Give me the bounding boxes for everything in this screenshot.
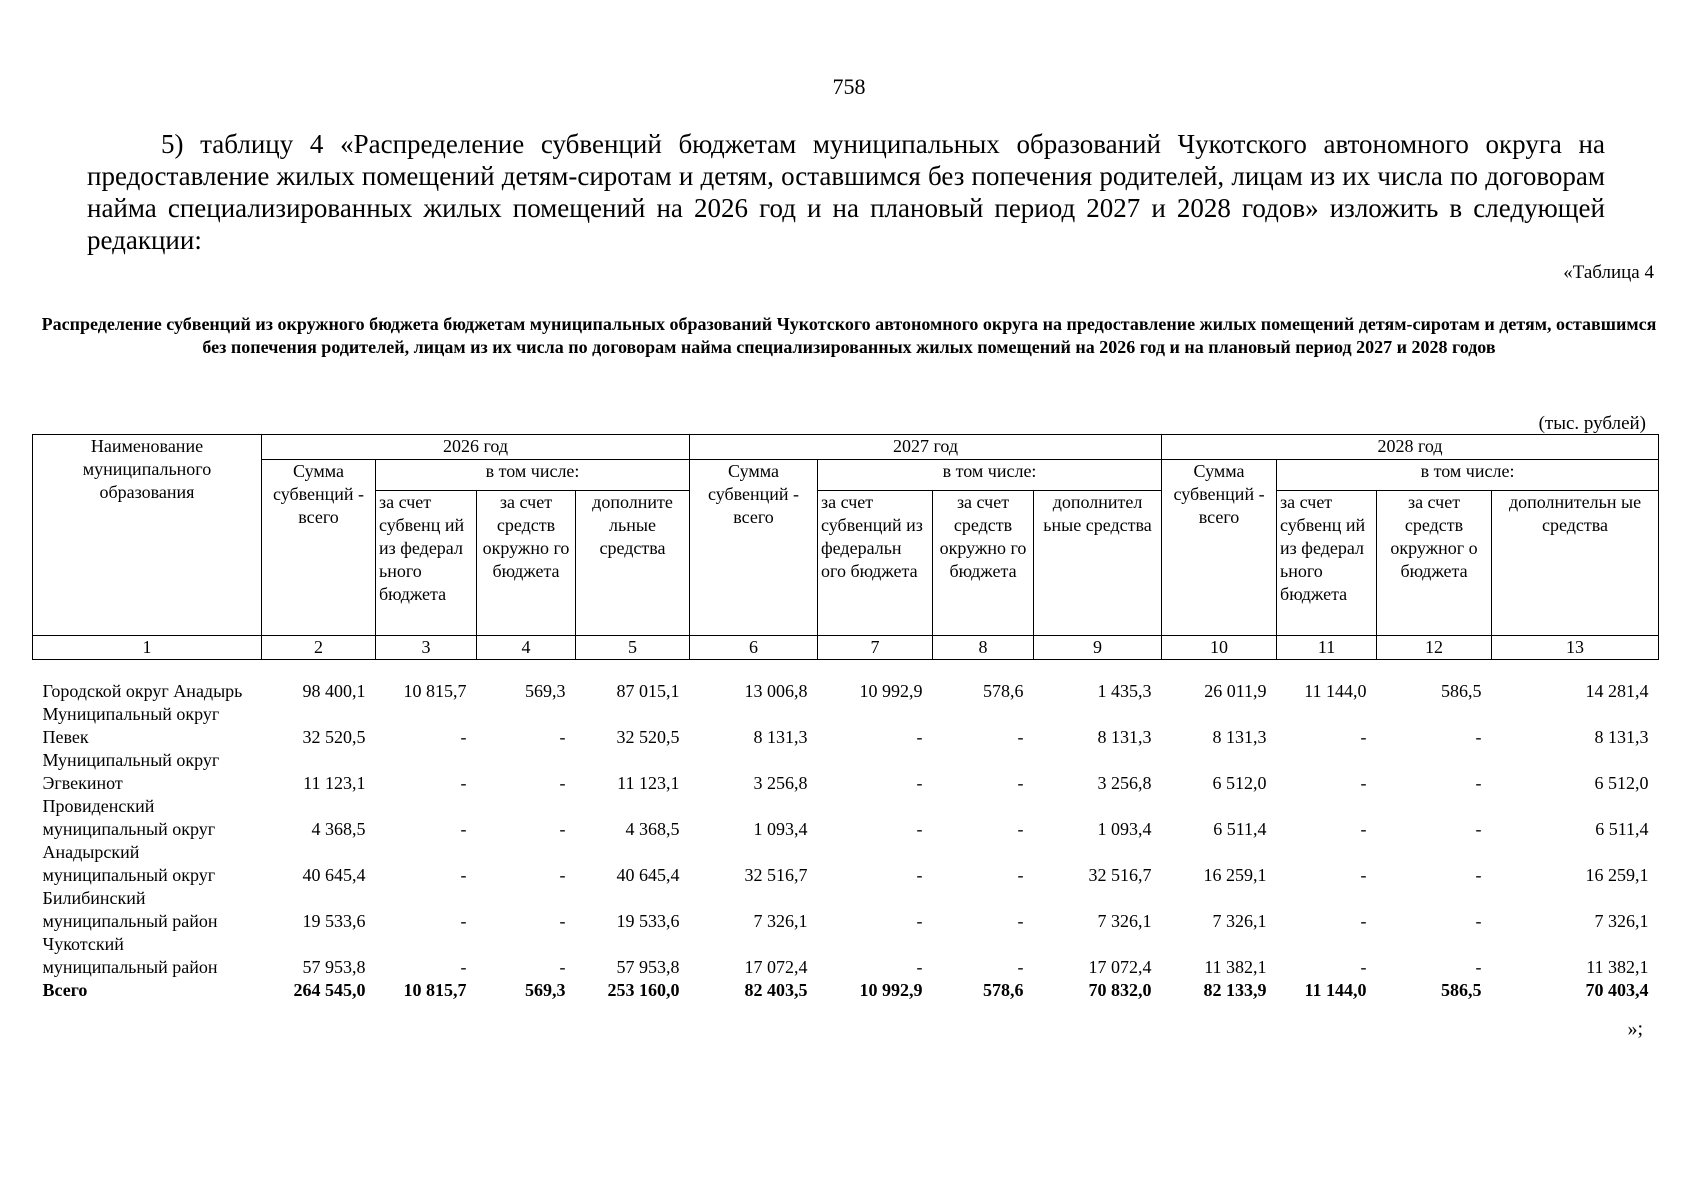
header-district-2027: за счет средств окружно го бюджета: [933, 491, 1034, 636]
value-cell: 19 533,6: [616, 910, 680, 931]
value-cell: 6 511,4: [1595, 818, 1649, 839]
header-federal-2027: за счет субвенций из федеральн ого бюджета: [818, 491, 933, 636]
value-cell: -: [916, 910, 923, 931]
municipality-name: Муниципальный округ Эгвекинот: [42, 749, 220, 793]
value-cell: 57 953,8: [302, 956, 366, 977]
value-cell: 10 815,7: [403, 680, 467, 701]
column-number-cell: 11: [1277, 636, 1377, 660]
value-cell: -: [916, 726, 923, 747]
value-cell: 13 006,8: [744, 680, 808, 701]
value-cell: 10 992,9: [859, 680, 923, 701]
municipality-name: Чукотский муниципальный район: [42, 933, 218, 977]
value-cell: 82 133,9: [1203, 979, 1267, 1000]
value-cell: 19 533,6: [302, 910, 366, 931]
column-number-cell: 1: [33, 636, 262, 660]
value-cell: -: [916, 864, 923, 885]
value-cell: 6 512,0: [1212, 772, 1267, 793]
value-cell: -: [1475, 864, 1482, 885]
value-cell: -: [1017, 910, 1024, 931]
value-cell: 586,5: [1441, 680, 1482, 701]
page-number: 758: [832, 74, 866, 99]
column-number-cell: 13: [1492, 636, 1659, 660]
column-number-cell: 5: [576, 636, 690, 660]
table-body: [33, 660, 1659, 1002]
value-cell: 4 368,5: [311, 818, 366, 839]
value-cell: -: [1475, 910, 1482, 931]
column-number-cell: 3: [376, 636, 477, 660]
table-heading: Распределение субвенций из окружного бюджета бюджетам муниципальных образований Чукотского автономного округа на предоставление жилых помещений детям-сиротам и детям, оставшимся без попечения родителей, лицам из их числа по договорам найма специализированных жилых помещений на 2026 год и на плановый период 2027 и 2028 годов: [41, 314, 1657, 357]
header-federal-2028: за счет субвенц ий из федерал ьного бюджета: [1277, 491, 1377, 636]
value-cell: 70 832,0: [1088, 979, 1152, 1000]
value-cell: 586,5: [1441, 979, 1482, 1000]
municipality-name: Анадырский муниципальный округ: [42, 841, 216, 885]
value-cell: -: [1360, 910, 1367, 931]
value-cell: 253 160,0: [607, 979, 680, 1000]
header-including-2028: в том числе:: [1277, 460, 1659, 491]
column-number-cell: 6: [690, 636, 818, 660]
total-row: [33, 979, 1659, 1002]
header-federal-2026: за счет субвенц ий из федерал ьного бюджета: [376, 491, 477, 636]
column-number-cell: 9: [1034, 636, 1162, 660]
value-cell: 7 326,1: [1097, 910, 1152, 931]
municipality-name: Провиденский муниципальный округ: [42, 795, 216, 839]
table-row: [33, 841, 1659, 887]
value-cell: 6 511,4: [1213, 818, 1267, 839]
closing-quote: »;: [1627, 1018, 1643, 1040]
value-cell: 7 326,1: [753, 910, 808, 931]
value-cell: -: [1475, 772, 1482, 793]
value-cell: -: [559, 864, 566, 885]
value-cell: 70 403,4: [1585, 979, 1649, 1000]
value-cell: 40 645,4: [616, 864, 680, 885]
value-cell: -: [460, 910, 467, 931]
value-cell: 264 545,0: [293, 979, 366, 1000]
value-cell: 6 512,0: [1594, 772, 1649, 793]
value-cell: -: [1360, 818, 1367, 839]
column-number-cell: 12: [1377, 636, 1492, 660]
column-numbers-row: [33, 636, 1659, 660]
header-including-2026: в том числе:: [376, 460, 690, 491]
header-name-column: Наименование муниципального образования: [33, 435, 262, 636]
value-cell: -: [916, 956, 923, 977]
column-number-cell: 7: [818, 636, 933, 660]
table-label: «Таблица 4: [1563, 262, 1654, 283]
value-cell: -: [460, 818, 467, 839]
table-row: [33, 933, 1659, 979]
value-cell: 16 259,1: [1203, 864, 1267, 885]
value-cell: -: [1017, 864, 1024, 885]
value-cell: 17 072,4: [744, 956, 808, 977]
municipality-name: Городской округ Анадырь: [42, 680, 243, 701]
value-cell: 1 093,4: [1097, 818, 1152, 839]
value-cell: -: [1017, 726, 1024, 747]
value-cell: 1 093,4: [753, 818, 808, 839]
header-sum-2026: Сумма субвенций - всего: [262, 460, 376, 636]
value-cell: 57 953,8: [616, 956, 680, 977]
value-cell: 3 256,8: [1097, 772, 1152, 793]
value-cell: 7 326,1: [1594, 910, 1649, 931]
value-cell: -: [1360, 726, 1367, 747]
value-cell: 11 123,1: [303, 772, 366, 793]
value-cell: 11 382,1: [1204, 956, 1267, 977]
column-number-cell: 10: [1162, 636, 1277, 660]
header-sum-2027: Сумма субвенций - всего: [690, 460, 818, 636]
table-row: [33, 749, 1659, 795]
header-district-2026: за счет средств окружно го бюджета: [477, 491, 576, 636]
value-cell: 16 259,1: [1585, 864, 1649, 885]
value-cell: 1 435,3: [1097, 680, 1152, 701]
value-cell: -: [460, 726, 467, 747]
value-cell: 32 516,7: [744, 864, 808, 885]
value-cell: 11 382,1: [1586, 956, 1649, 977]
value-cell: 11 144,0: [1304, 680, 1367, 701]
value-cell: 98 400,1: [302, 680, 366, 701]
value-cell: -: [559, 726, 566, 747]
value-cell: 7 326,1: [1212, 910, 1267, 931]
value-cell: 14 281,4: [1585, 680, 1649, 701]
header-additional-2027: дополнител ьные средства: [1034, 491, 1162, 636]
value-cell: -: [1017, 956, 1024, 977]
value-cell: 26 011,9: [1204, 680, 1267, 701]
value-cell: -: [460, 956, 467, 977]
value-cell: 578,6: [983, 979, 1024, 1000]
column-number-cell: 8: [933, 636, 1034, 660]
value-cell: 17 072,4: [1088, 956, 1152, 977]
column-number-cell: 2: [262, 636, 376, 660]
value-cell: -: [559, 910, 566, 931]
header-year-2028: 2028 год: [1162, 435, 1659, 460]
value-cell: -: [460, 772, 467, 793]
value-cell: -: [916, 772, 923, 793]
value-cell: -: [559, 818, 566, 839]
table-row: [33, 660, 1659, 703]
value-cell: -: [1475, 726, 1482, 747]
value-cell: -: [559, 772, 566, 793]
header-year-2027: 2027 год: [690, 435, 1162, 460]
units-label: (тыс. рублей): [1538, 413, 1646, 434]
value-cell: -: [1475, 818, 1482, 839]
header-year-2026: 2026 год: [262, 435, 690, 460]
header-district-2028: за счет средств окружног о бюджета: [1377, 491, 1492, 636]
value-cell: -: [1017, 818, 1024, 839]
value-cell: -: [460, 864, 467, 885]
value-cell: 10 992,9: [859, 979, 923, 1000]
intro-paragraph: 5) таблицу 4 «Распределение субвенций бюджетам муниципальных образований Чукотского автономного округа на предоставление жилых помещений детям-сиротам и детям, оставшимся без попечения родителей, лицам из их числа по договорам найма специализированных жилых помещений на 2026 год и на плановый период 2027 и 2028 годов» изложить в следующей редакции:: [87, 129, 1605, 255]
table-row: [33, 887, 1659, 933]
value-cell: -: [1475, 956, 1482, 977]
header-additional-2028: дополнительн ые средства: [1492, 491, 1659, 636]
value-cell: 8 131,3: [1212, 726, 1267, 747]
value-cell: 32 516,7: [1088, 864, 1152, 885]
header-including-2027: в том числе:: [818, 460, 1162, 491]
subsidy-table: [32, 434, 1659, 1002]
value-cell: -: [1360, 956, 1367, 977]
table-row: [33, 795, 1659, 841]
value-cell: 10 815,7: [403, 979, 467, 1000]
value-cell: 569,3: [525, 979, 566, 1000]
table-row: [33, 703, 1659, 749]
value-cell: 569,3: [525, 680, 566, 701]
header-sum-2028: Сумма субвенций - всего: [1162, 460, 1277, 636]
value-cell: 82 403,5: [744, 979, 808, 1000]
value-cell: 3 256,8: [753, 772, 808, 793]
value-cell: -: [559, 956, 566, 977]
value-cell: 8 131,3: [753, 726, 808, 747]
header-additional-2026: дополните льные средства: [576, 491, 690, 636]
value-cell: 8 131,3: [1594, 726, 1649, 747]
value-cell: -: [1017, 772, 1024, 793]
total-label: Всего: [42, 979, 88, 1000]
value-cell: 11 123,1: [617, 772, 680, 793]
municipality-name: Муниципальный округ Певек: [42, 703, 220, 747]
value-cell: 87 015,1: [616, 680, 680, 701]
value-cell: 4 368,5: [625, 818, 680, 839]
municipality-name: Билибинский муниципальный район: [42, 887, 218, 931]
value-cell: 11 144,0: [1304, 979, 1367, 1000]
value-cell: -: [1360, 772, 1367, 793]
value-cell: -: [1360, 864, 1367, 885]
column-number-cell: 4: [477, 636, 576, 660]
value-cell: 578,6: [983, 680, 1024, 701]
value-cell: 32 520,5: [302, 726, 366, 747]
value-cell: 32 520,5: [616, 726, 680, 747]
value-cell: -: [916, 818, 923, 839]
value-cell: 40 645,4: [302, 864, 366, 885]
value-cell: 8 131,3: [1097, 726, 1152, 747]
